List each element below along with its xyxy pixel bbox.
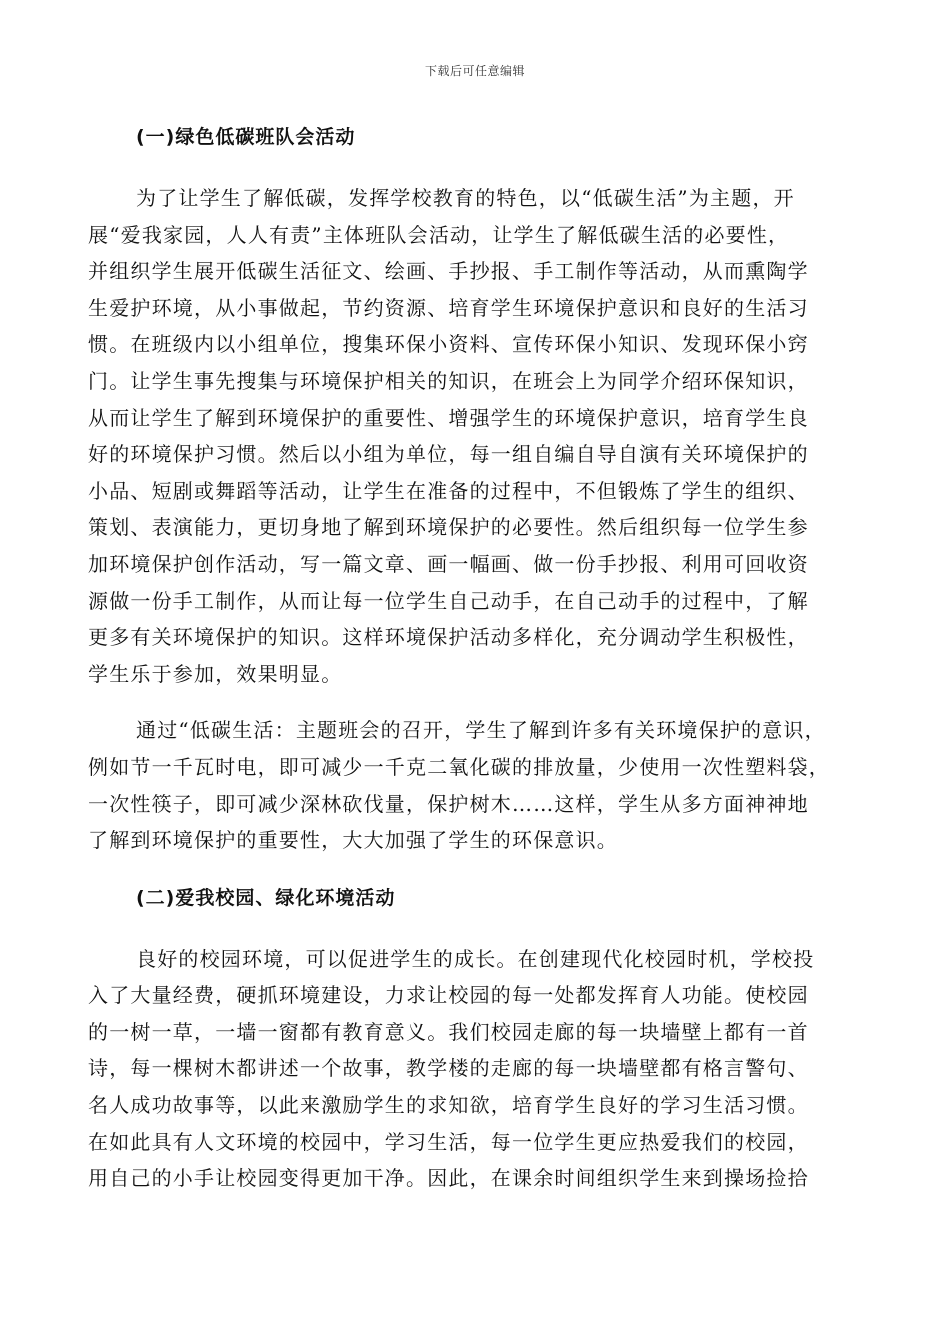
paragraph-2: [88, 712, 860, 858]
section-heading-2: (二)爱我校园、绿化环境活动: [136, 886, 396, 909]
paragraph-line: 一次性筷子，即可减少深林砍伐量，保护树木……这样，学生从多方面神神地: [88, 791, 809, 816]
paragraph-3: [88, 941, 860, 1197]
paragraph-line: 诗，每一棵树木都讲述一个故事，教学楼的走廊的每一块墙壁都有格言警句、: [88, 1056, 809, 1081]
paragraph-line: 用自己的小手让校园变得更加干净。因此，在课余时间组织学生来到操场捡拾: [88, 1166, 809, 1191]
paragraph-line: 通过“低碳生活：主题班会的召开，学生了解到许多有关环境保护的意识，: [136, 718, 826, 743]
paragraph-line: 在如此具有人文环境的校园中，学习生活，每一位学生更应热爱我们的校园，: [88, 1129, 809, 1154]
paragraph-line: 的一树一草，一墙一窗都有教育意义。我们校园走廊的每一块墙壁上都有一首: [88, 1019, 809, 1044]
paragraph-line: 源做一份手工制作，从而让每一位学生自己动手，在自己动手的过程中，了解: [88, 588, 809, 613]
paragraph-line: 展“爱我家园，人人有责”主体班队会活动，让学生了解低碳生活的必要性，: [88, 222, 790, 247]
paragraph-line: 惯。在班级内以小组单位，搜集环保小资料、宣传环保小知识、发现环保小窍: [88, 332, 809, 357]
paragraph-line: 小品、短剧或舞蹈等活动，让学生在准备的过程中，不但锻炼了学生的组织、: [88, 478, 809, 503]
paragraph-line: 好的环境保护习惯。然后以小组为单位，每一组自编自导自演有关环境保护的: [88, 442, 809, 467]
spacer: [88, 692, 860, 712]
paragraph-1: [88, 180, 860, 692]
paragraph-line: 加环境保护创作活动，写一篇文章、画一幅画、做一份手抄报、利用可回收资: [88, 551, 809, 576]
document-body: [88, 118, 860, 1197]
spacer: [88, 859, 860, 879]
spacer: [88, 917, 860, 941]
paragraph-line: 并组织学生展开低碳生活征文、绘画、手抄报、手工制作等活动，从而熏陶学: [88, 259, 809, 284]
paragraph-line: 从而让学生了解到环境保护的重要性、增强学生的环境保护意识，培育学生良: [88, 405, 809, 430]
paragraph-line: 学生乐于参加，效果明显。: [88, 661, 343, 686]
paragraph-line: 了解到环境保护的重要性，大大加强了学生的环保意识。: [88, 828, 618, 853]
paragraph-line: 策划、表演能力，更切身地了解到环境保护的必要性。然后组织每一位学生参: [88, 515, 809, 540]
paragraph-line: 例如节一千瓦时电，即可减少一千克二氧化碳的排放量，少使用一次性塑料袋，: [88, 754, 830, 779]
paragraph-line: 门。让学生事先搜集与环境保护相关的知识，在班会上为同学介绍环保知识，: [88, 368, 809, 393]
spacer: [88, 156, 860, 180]
paragraph-line: 名人成功故事等，以此来激励学生的求知欲，培育学生良好的学习生活习惯。: [88, 1093, 809, 1118]
page-header: 下载后可任意编辑: [424, 64, 525, 78]
paragraph-line: 良好的校园环境，可以促进学生的成长。在创建现代化校园时机，学校投: [136, 946, 815, 971]
section-heading-1: (一)绿色低碳班队会活动: [136, 126, 356, 148]
paragraph-line: 为了让学生了解低碳，发挥学校教育的特色，以“低碳生活”为主题，开: [136, 186, 795, 210]
paragraph-line: 入了大量经费，硬抓环境建设，力求让校园的每一处都发挥育人功能。使校园: [88, 983, 809, 1008]
paragraph-line: 更多有关环境保护的知识。这样环境保护活动多样化，充分调动学生积极性，: [88, 625, 809, 650]
paragraph-line: 生爱护环境，从小事做起，节约资源、培育学生环境保护意识和良好的生活习: [88, 295, 809, 320]
